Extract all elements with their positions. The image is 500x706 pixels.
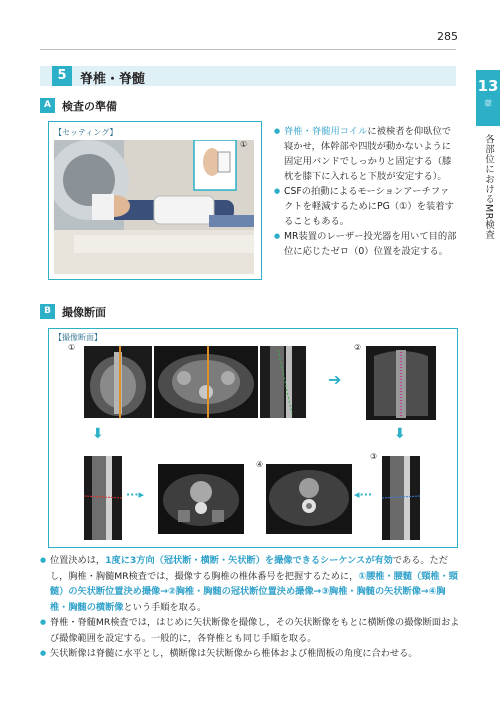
- imaging-figure-label: 【撮像断面】: [54, 333, 102, 342]
- setting-notes: [274, 124, 458, 259]
- thoracic-axial-image: [266, 464, 352, 534]
- imaging-notes: [40, 553, 460, 662]
- chapter-tab: [476, 70, 500, 126]
- lumbar-axial-image: [158, 464, 244, 534]
- step-3-marker: ③: [370, 452, 378, 461]
- setting-note-2: ● CSFの拍動によるモーションアーチファクトを軽減するためにPG（①）を装着することもある。: [274, 184, 458, 229]
- header-rule: [40, 49, 456, 50]
- step-4-marker: ④: [256, 460, 264, 469]
- step-2-marker: ②: [354, 343, 362, 352]
- imaging-note-2: ● 脊椎・脊髄MR検査では，はじめに矢状断像を撮像し，その矢状断像をもとに横断像の撮像断面および撮像範囲を設定する。一般的に，各脊椎とも同じ手順を取る。: [40, 615, 460, 646]
- axial-localizer-image: [154, 346, 258, 418]
- sagittal-localizer-image: [260, 346, 306, 418]
- subsection-a-title: 検査の準備: [62, 100, 117, 113]
- imaging-note-1: ● 位置決めは，1度に3方向（冠状断・横断・矢状断）を撮像できるシーケンスが有効である。ただし，胸椎・胸髄MR検査では，撮像する胸椎の椎体番号を把握するために，①腰椎・腰髄（頸椎・頸髄）の矢状断位置決め撮像→②胸椎・胸髄の冠状断位置決め撮像→③胸椎・胸髄の矢状断像→④胸椎・胸髄の横断像という手順を取る。: [40, 553, 460, 615]
- section-title: 脊椎・脊髄: [80, 72, 146, 87]
- lumbar-sagittal-image: [84, 456, 122, 540]
- chapter-number: 13: [477, 77, 499, 95]
- imaging-note-3: ● 矢状断像は脊髄に水平とし，横断像は矢状断像から椎体および椎間板の角度に合わせる。: [40, 646, 460, 662]
- setting-marker: ①: [240, 140, 248, 149]
- subsection-a-letter: A: [40, 98, 55, 113]
- setting-figure-label: 【セッティング】: [54, 128, 118, 137]
- setting-note-3: ● MR装置のレーザー投光器を用いて目的部位に応じたゼロ（0）位置を設定する。: [274, 229, 458, 259]
- step-1-marker: ①: [68, 343, 76, 352]
- page-number: 285: [437, 30, 458, 43]
- setting-note-1: ● 脊椎・脊髄用コイルに被検者を仰臥位で寝かせ，体幹部や四肢が動かないように固定用バンドでしっかりと固定する（膝枕を膝下に入れると下肢が安定する）。: [274, 124, 458, 184]
- setting-photo: [54, 140, 254, 274]
- thoracic-sagittal-image: [382, 456, 420, 540]
- arrow-down-icon: ⬇: [92, 426, 104, 442]
- dashed-arrow-down-icon: ⬇: [394, 426, 406, 442]
- subsection-b-title: 撮像断面: [62, 306, 106, 319]
- chapter-title: 各部位におけるMR検査: [483, 134, 494, 240]
- arrow-right-icon: ➔: [328, 370, 342, 389]
- dotted-arrow-right-icon: ···▸: [126, 488, 145, 501]
- thoracic-coronal-image: [366, 346, 436, 420]
- subsection-b-letter: B: [40, 304, 55, 319]
- section-number: 5: [52, 66, 72, 86]
- coronal-localizer-image: [84, 346, 152, 418]
- chapter-label: 章: [484, 99, 492, 108]
- dotted-arrow-left-icon: ◂···: [354, 488, 373, 501]
